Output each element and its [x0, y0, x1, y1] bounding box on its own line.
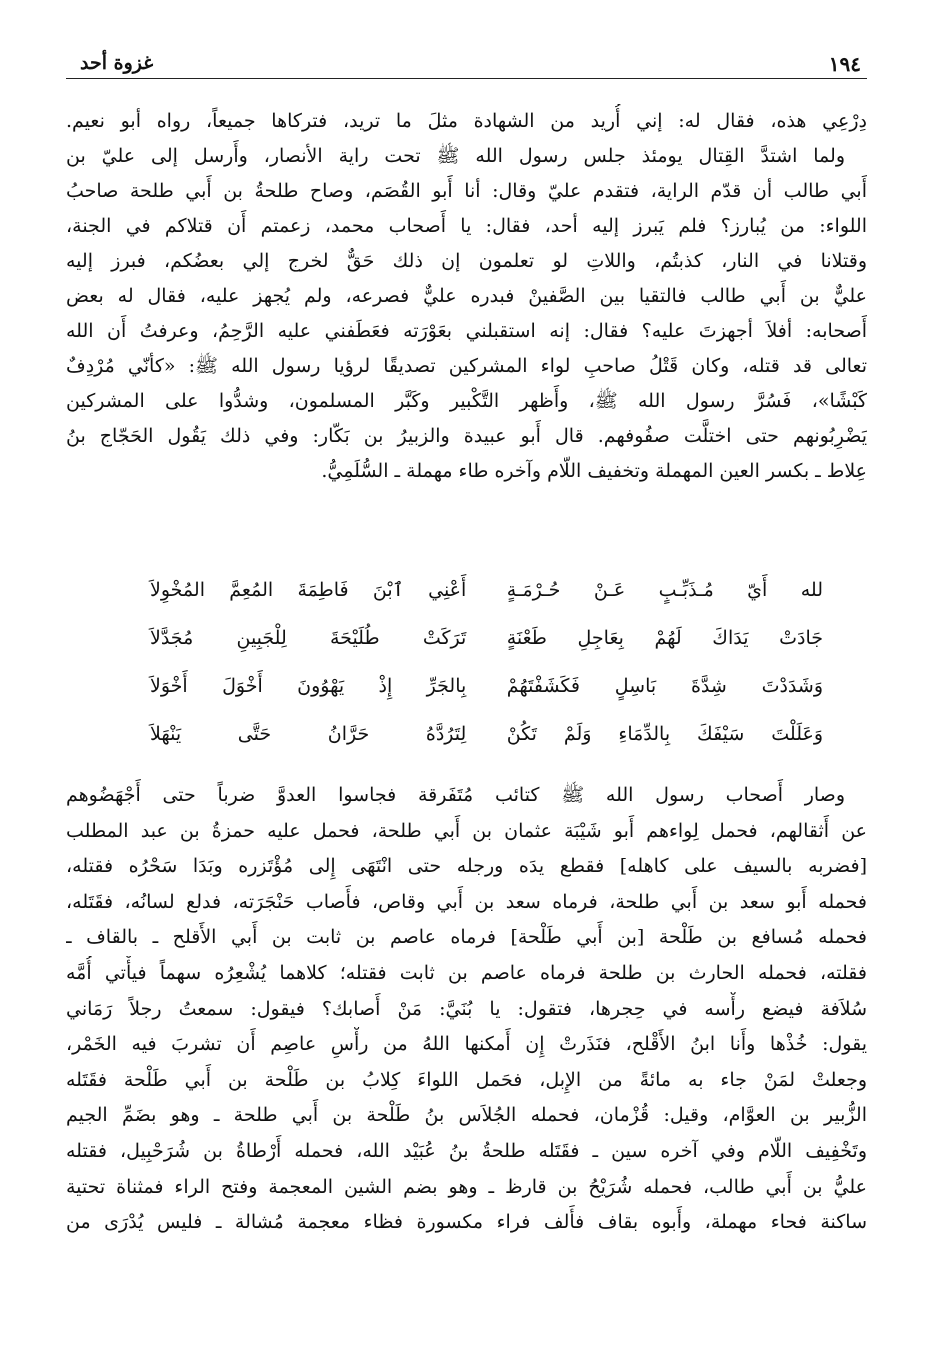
hemistich-first: وَعَلَلْتَ سَيْفَكَ بِالدِّمَاءِ وَلَمْ تَكُنْ: [506, 723, 823, 745]
text-line: ولما اشتدَّ القِتال يومئذ جلس رسول الله ﷺ تحت راية الأنصار، وأَرسل إلى عليّ بن: [66, 145, 845, 167]
text-line: وقتلانا في النار، كذبتُم، واللاتِ لو تعلمون إن ذلك حَقٌّ لخرج إلي بعضُكم، فبرز إليه: [66, 250, 867, 272]
text-line: سُلاَفة فيضع رأْسه في حِجرها، فتقول: يا بُنَيَّ: مَنْ أَصابك؟ فيقول: سمعتُ رجلاً رَمَاني: [66, 997, 867, 1020]
running-title: غزوة أحد: [80, 52, 154, 74]
text-line: ساكنة فحاء مهملة، وأَبوه بقاف فأَلف فراء مكسورة فظاء معجمة مُشالة ـ فليس يُدْرَى من: [66, 1211, 867, 1234]
text-line: عن أَثقالهم، فحمل لِواءهم أَبو شَيْبَة عثمان بن أَبي طلحة، فحمل عليه حمزةُ بن عبد المطلب: [66, 819, 867, 842]
text-line: تعالى قد قتله، وكان قَتْلُ صاحبِ لواء المشركين تصديقًا لرؤيا رسول الله ﷺ: «كأنّي مُرْدِفٌ: [66, 355, 867, 377]
text-line: كَبْشًا»، فَسُرَّ رسول الله ﷺ، وأَظهر التَّكْبير وكَبَّر المسلمون، وشدُّوا على المشركين: [66, 390, 867, 412]
text-line: يَضْرِبُونهم حتى اختلَّت صفُوفهم. قال أَبو عبيدة والزبيرُ بن بَكّار: وفي ذلك يَقُول الحَجّاج بنُ: [66, 425, 867, 447]
hemistich-first: جَادَتْ يَدَاكَ لَهُمْ بِعَاجِلِ طَعْنَةٍ: [506, 627, 823, 649]
poem-verse: [150, 566, 823, 614]
page-header: [66, 52, 867, 79]
text-line: وجعلتْ لمَنْ جاء به مائةً من الإِبل، فحَمل اللواءَ كِلابُ بن طَلْحة بن أَبي طَلْحة فقَتَله: [66, 1068, 867, 1091]
paragraph-1: [66, 104, 867, 489]
text-line: الزُّبير بن العوَّام، وقيل: قُزْمان، فحمله الجُلاَس بنُ طَلْحة بن أَبي طلحة ـ وهو بضَمِّ الجيم: [66, 1104, 867, 1127]
text-line: فحمله أَبو سعد بن أَبي طلحة، فرماه سعد بن أَبي وقاص، فأَصاب حَنْجَرَته، فدلع لسانُه، فقَتَله،: [66, 890, 867, 913]
text-line: يقول: خُذْها وأَنا ابنُ الأَقْلح، فنَذَرتْ إِن أَمكنها اللهُ من رأْسِ عاصِم أَن تشربَ فيه الخَمْر،: [66, 1033, 867, 1056]
poem-verse: [150, 662, 823, 710]
text-line: فحمله مُسافع بن طَلْحة [بن أَبي طَلْحة] فرماه عاصم بن ثابت بن أَبي الأَقلح ـ بالقاف ـ: [66, 926, 867, 949]
hemistich-second: لِتَرُدَّهُ حَرَّانُ حَتَّى يَنْهَلاَ: [150, 723, 467, 745]
hemistich-first: لله أَيّ مُـذَبِّـبٍ عَـنْ حُـرْمَـةٍ: [506, 579, 823, 601]
text-line: دِرْعِي هذه، فقال له: إني أُريد من الشهادة مثلَ ما تريد، فتركاها جميعاً، رواه أبو نعيم.: [66, 110, 867, 132]
text-line: عليٌّ بن أَبي طالب فالتقيا بين الصَّفينْ فبدره عليٌّ فصرعه، ولم يُجهز عليه، فقال له بعض: [66, 285, 867, 307]
text-line: وتَخْفِيف اللّام وفي آخره سين ـ فقَتَله طلحةُ بنُ عُبَيْد الله، فحمله أَرْطاةُ بن شُرَحْبِيل، فقتله: [66, 1139, 867, 1162]
page-number: ١٩٤: [828, 52, 861, 76]
text-line: اللواء: من يُبارز؟ فلم يَبرز إليه أحد، فقال: يا أَصحاب محمد، زعمتم أَن قتلاكم في الجنة،: [66, 215, 867, 237]
text-line: أَبي طالب أن قدّم الراية، فتقدم عليّ وقال: أنا أَبو القُصَم، وصاح طلحةُ بن أَبي طلحة صاحبُ: [66, 180, 867, 202]
text-line: أَصحابه: أفلاَ أجهزتَ عليه؟ فقال: إنه استقبلني بعَوْرَته فعَطَفني عليه الرَّحِمُ، وعرفتُ أَن الله: [66, 320, 867, 342]
paragraph-2: [66, 778, 867, 1241]
text-line: عِلاط ـ بكسر العين المهملة وتخفيف اللّام وآخره طاء مهملة ـ السُّلَمِيُّ.: [321, 460, 867, 482]
hemistich-second: أَعْنِي ٱبْنَ فَاطِمَةَ المُعِمَّ المُخْوِلاَ: [150, 579, 467, 601]
text-line: فقلته، فحمله الحارث بن طلحة فرماه عاصم بن ثابت فقتله؛ كلاهما يُشْعِرُه سهماً فيأْتي أُمَّه: [66, 961, 867, 984]
hemistich-second: تَرَكَتْ طُلَيْحَةَ لِلْجَبِينِ مُجَدَّلاَ: [150, 627, 467, 649]
poem-verse: [150, 614, 823, 662]
poem-verse: [150, 710, 823, 758]
text-line: [فضربه بالسيف على كاهله] فقطع يدَه ورجله حتى انْتَهَى إِلى مُؤْتَزره وبَدَا سَحْرُه فقتله،: [66, 855, 867, 878]
hemistich-second: بِالجَرِّ إِذْ يَهْوُونَ أَخْوَلَ أَخْوَلاَ: [150, 675, 467, 697]
hemistich-first: وَشَدَدْتَ شِدَّةَ بَاسِلٍ فَكَشَفْتَهُمْ: [506, 675, 823, 697]
poem: [150, 566, 823, 758]
text-line: وصار أَصحاب رسول الله ﷺ كتائب مُتَفَرقة فجاسوا العدوَّ ضرباً حتى أَجْهَضُوهم: [66, 784, 845, 806]
text-line: عليُّ بن أَبي طالب، فحمله شُرَيْحُ بن قارظ ـ وهو بضم الشين المعجمة وفتح الراء فمثناة تحتية: [66, 1175, 867, 1198]
